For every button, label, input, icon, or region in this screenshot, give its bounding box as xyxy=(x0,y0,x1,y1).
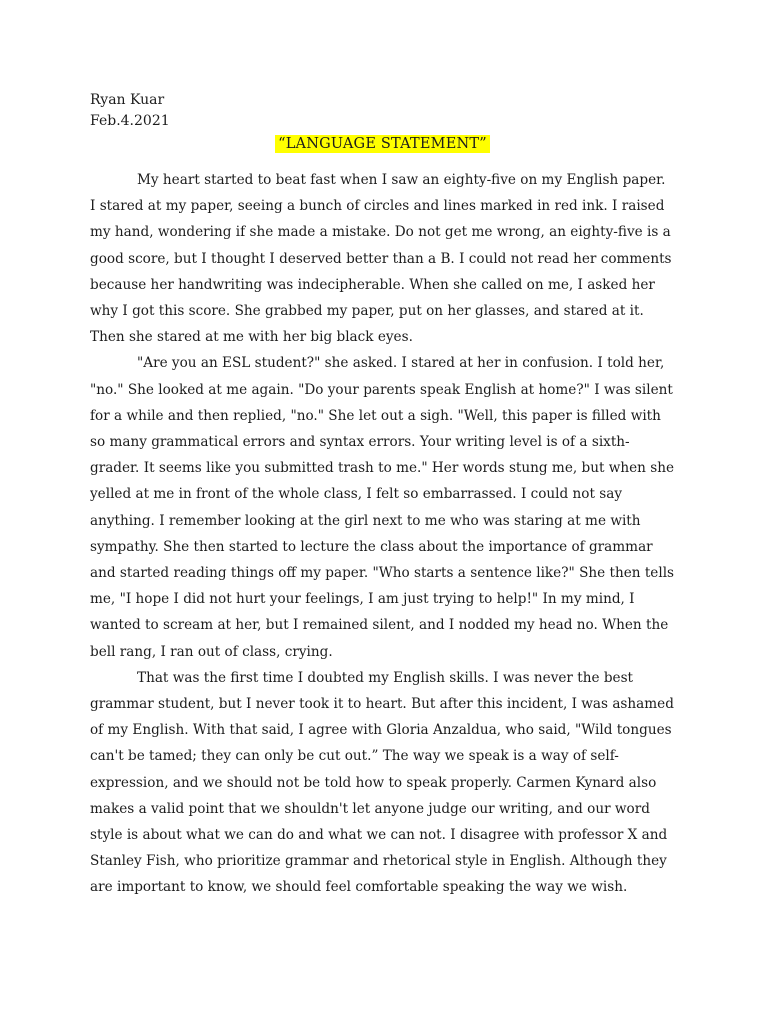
author-name: Ryan Kuar xyxy=(90,92,165,108)
paragraph: My heart started to beat fast when I saw an eighty-five on my English paper. I stared at my paper, seeing a bunch of circles and lines marked in red ink. I raised my hand, wondering if she made a mistake. Do not get me wrong, an eighty-five is a good score, but I thought I deserved better than a B. I could not read her comments because her handwriting was indecipherable. When she called on me, I asked her why I got this score. She grabbed my paper, put on her glasses, and stared at it. Then she stared at me with her big black eyes. xyxy=(90,172,672,346)
document-page xyxy=(90,90,675,901)
paragraph: "Are you an ESL student?" she asked. I stared at her in confusion. I told her, "no." She looked at me again. "Do your parents speak English at home?" I was silent for a while and then replied, "no." She let out a sigh. "Well, this paper is filled with so many grammatical errors and syntax errors. Your writing level is of a sixth-grader. It seems like you submitted trash to me." Her words stung me, but when she yelled at me in front of the whole class, I felt so embarrassed. I could not say anything. I remember looking at the girl next to me who was staring at me with sympathy. She then started to lecture the class about the importance of grammar and started reading things off my paper. "Who starts a sentence like?" She then tells me, "I hope I did not hurt your feelings, I am just trying to help!" In my mind, I wanted to scream at her, but I remained silent, and I nodded my head no. When the bell rang, I ran out of class, crying. xyxy=(90,355,675,660)
document-date: Feb.4.2021 xyxy=(90,113,170,129)
document-body xyxy=(90,167,675,901)
document-title: “LANGUAGE STATEMENT” xyxy=(275,135,490,153)
paragraph: That was the first time I doubted my English skills. I was never the best grammar student, but I never took it to heart. But after this incident, I was ashamed of my English. With that said, I agree with Gloria Anzaldua, who said, "Wild tongues can't be tamed; they can only be cut out.” The way we speak is a way of self-expression, and we should not be told how to speak properly. Carmen Kynard also makes a valid point that we shouldn't let anyone judge our writing, and our word style is about what we can do and what we can not. I disagree with professor X and Stanley Fish, who prioritize grammar and rhetorical style in English. Although they are important to know, we should feel comfortable speaking the way we wish. xyxy=(90,669,674,896)
title-container xyxy=(90,132,675,155)
